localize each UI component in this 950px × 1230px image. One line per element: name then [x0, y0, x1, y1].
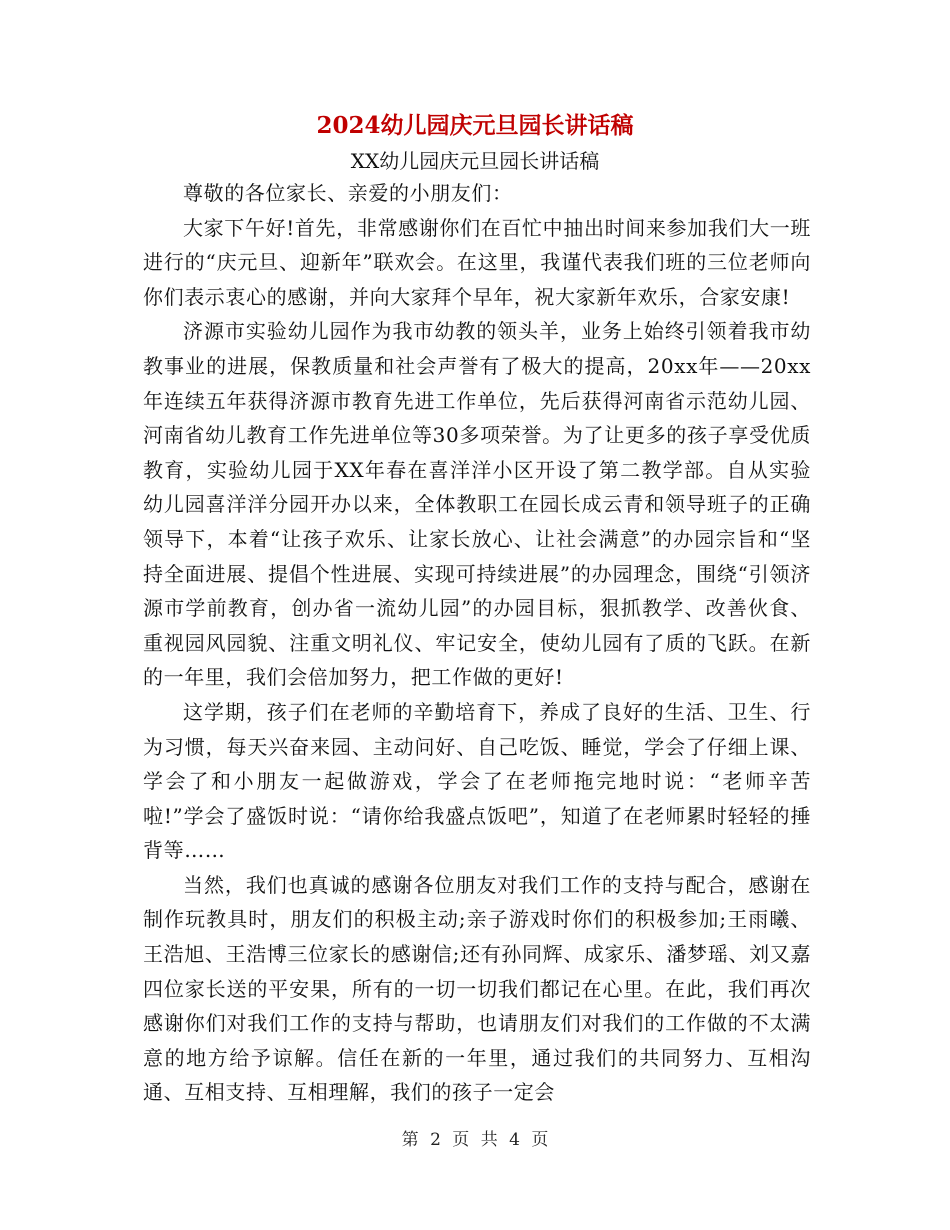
page-number-footer: 第 2 页 共 4 页 — [401, 1130, 549, 1150]
paragraph-opening: 大家下午好!首先，非常感谢你们在百忙中抽出时间来参加我们大一班进行的“庆元旦、迎新年”联欢会。在这里，我谨代表我们班的三位老师向你们表示衷心的感谢，并向大家拜个早年，祝大家新年欢乐，合家安康! — [143, 215, 811, 309]
paragraph-kindergarten-intro: 济源市实验幼儿园作为我市幼教的领头羊，业务上始终引领着我市幼教事业的进展，保教质量和社会声誉有了极大的提高，20xx年——20xx年连续五年获得济源市教育先进工作单位，先后获得河南省示范幼儿园、河南省幼儿教育工作先进单位等30多项荣誉。为了让更多的孩子享受优质教育，实验幼儿园于XX年春在喜洋洋小区开设了第二教学部。自从实验幼儿园喜洋洋分园开办以来，全体教职工在园长成云青和领导班子的正确领导下，本着“让孩子欢乐、让家长放心、让社会满意”的办园宗旨和“坚持全面进展、提倡个性进展、实现可持续进展”的办园理念，围绕“引领济源市学前教育，创办省一流幼儿园”的办园目标，狠抓教学、改善伙食、重视园风园貌、注重文明礼仪、牢记安全，使幼儿园有了质的飞跃。在新的一年里，我们会倍加努力，把工作做的更好! — [143, 319, 811, 690]
document-body — [143, 176, 811, 1110]
paragraph-greeting: 尊敬的各位家长、亲爱的小朋友们： — [183, 181, 513, 205]
paragraph-thanks: 当然，我们也真诚的感谢各位朋友对我们工作的支持与配合，感谢在制作玩教具时，朋友们的积极主动;亲子游戏时你们的积极参加;王雨曦、王浩旭、王浩博三位家长的感谢信;还有孙同辉、成家乐、潘梦瑶、刘又嘉四位家长送的平安果，所有的一切一切我们都记在心里。在此，我们再次感谢你们对我们工作的支持与帮助，也请朋友们对我们的工作做的不太满意的地方给予谅解。信任在新的一年里，通过我们的共同努力、互相沟通、互相支持、互相理解，我们的孩子一定会 — [143, 872, 811, 1105]
document-title: 2024幼儿园庆元旦园长讲话稿 — [316, 112, 634, 139]
document-subtitle: XX幼儿园庆元旦园长讲话稿 — [350, 149, 600, 173]
paragraph-children-progress: 这学期，孩子们在老师的辛勤培育下，养成了良好的生活、卫生、行为习惯，每天兴奋来园、主动问好、自己吃饭、睡觉，学会了仔细上课、学会了和小朋友一起做游戏，学会了在老师拖完地时说：“老师辛苦啦!”学会了盛饭时说：“请你给我盛点饭吧”，知道了在老师累时轻轻的捶背等…… — [143, 699, 811, 863]
